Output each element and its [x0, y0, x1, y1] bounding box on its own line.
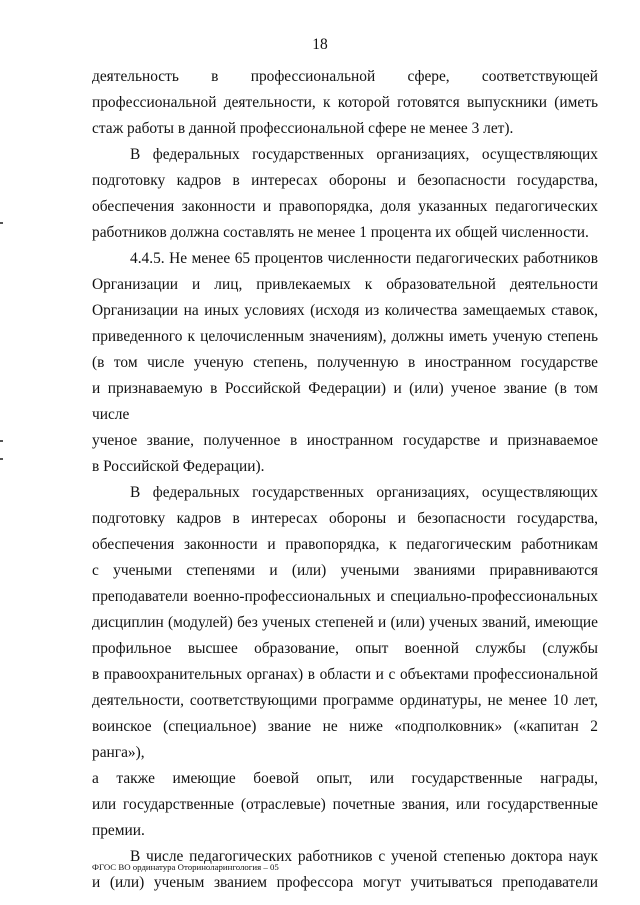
text-line: В числе педагогических работников с ученой степенью доктора наук	[130, 848, 598, 865]
text-line: приведенного к целочисленным значениям), должны иметь ученую степень	[92, 328, 598, 345]
page-number: 18	[312, 36, 328, 53]
text-line: 4.4.5. Не менее 65 процентов численности педагогических работников	[130, 250, 598, 267]
scan-margin-mark	[0, 222, 3, 224]
text-line: или государственные (отраслевые) почетные звания, или государственные	[92, 796, 598, 813]
text-line: с учеными степенями и (или) учеными званиями приравниваются	[92, 562, 598, 579]
text-line: премии.	[92, 822, 145, 839]
text-line: обеспечения законности и правопорядка, к педагогическим работникам	[92, 536, 598, 553]
text-line: профильное высшее образование, опыт военной службы (службы	[92, 640, 598, 657]
text-line: дисциплин (модулей) без ученых степеней и (или) ученых званий, имеющие	[92, 614, 598, 631]
text-line: обеспечения законности и правопорядка, доля указанных педагогических	[92, 198, 598, 215]
paragraph-federal-equivalence	[92, 480, 598, 844]
text-line: в правоохранительных органах) в области и с объектами профессиональной	[92, 666, 598, 683]
text-line: и признаваемую в Российской Федерации) и (или) ученое звание (в том числе	[92, 380, 598, 423]
text-line: В федеральных государственных организациях, осуществляющих	[130, 484, 598, 501]
text-line: Организации на иных условиях (исходя из количества замещаемых ставок,	[92, 302, 598, 319]
text-line: стаж работы в данной профессиональной сфере не менее 3 лет).	[92, 120, 514, 137]
text-line: подготовку кадров в интересах обороны и безопасности государства,	[92, 510, 598, 527]
text-line: работников должна составлять не менее 1 процента их общей численности.	[92, 224, 589, 241]
scan-margin-mark	[0, 440, 3, 442]
document-body	[92, 64, 598, 896]
paragraph-4-4-5	[92, 246, 598, 480]
text-line: в Российской Федерации).	[92, 458, 265, 475]
document-footer: ФГОС ВО ординатура Оториноларингология – 05	[92, 862, 279, 872]
text-line: В федеральных государственных организациях, осуществляющих	[130, 146, 598, 163]
text-line: а также имеющие боевой опыт, или государственные награды,	[92, 770, 598, 787]
text-line: профессиональной деятельности, к которой готовятся выпускники (иметь	[92, 94, 598, 111]
text-line: деятельность в профессиональной сфере, соответствующей	[92, 68, 598, 85]
text-line: ученое звание, полученное в иностранном государстве и признаваемое	[92, 432, 598, 449]
text-line: Организации и лиц, привлекаемых к образовательной деятельности	[92, 276, 598, 293]
text-line: подготовку кадров в интересах обороны и безопасности государства,	[92, 172, 598, 189]
scan-margin-mark	[0, 458, 3, 460]
paragraph-federal-share	[92, 142, 598, 246]
text-line: преподаватели военно-профессиональных и специально-профессиональных	[92, 588, 598, 605]
text-line: воинское (специальное) звание не ниже «подполковник» («капитан 2 ранга»),	[92, 718, 598, 761]
text-line: деятельности, соответствующими программе ординатуры, не менее 10 лет,	[92, 692, 598, 709]
text-line: (в том числе ученую степень, полученную в иностранном государстве	[92, 354, 598, 371]
paragraph-continuation	[92, 64, 598, 142]
text-line: и (или) ученым званием профессора могут учитываться преподаватели	[92, 874, 598, 891]
